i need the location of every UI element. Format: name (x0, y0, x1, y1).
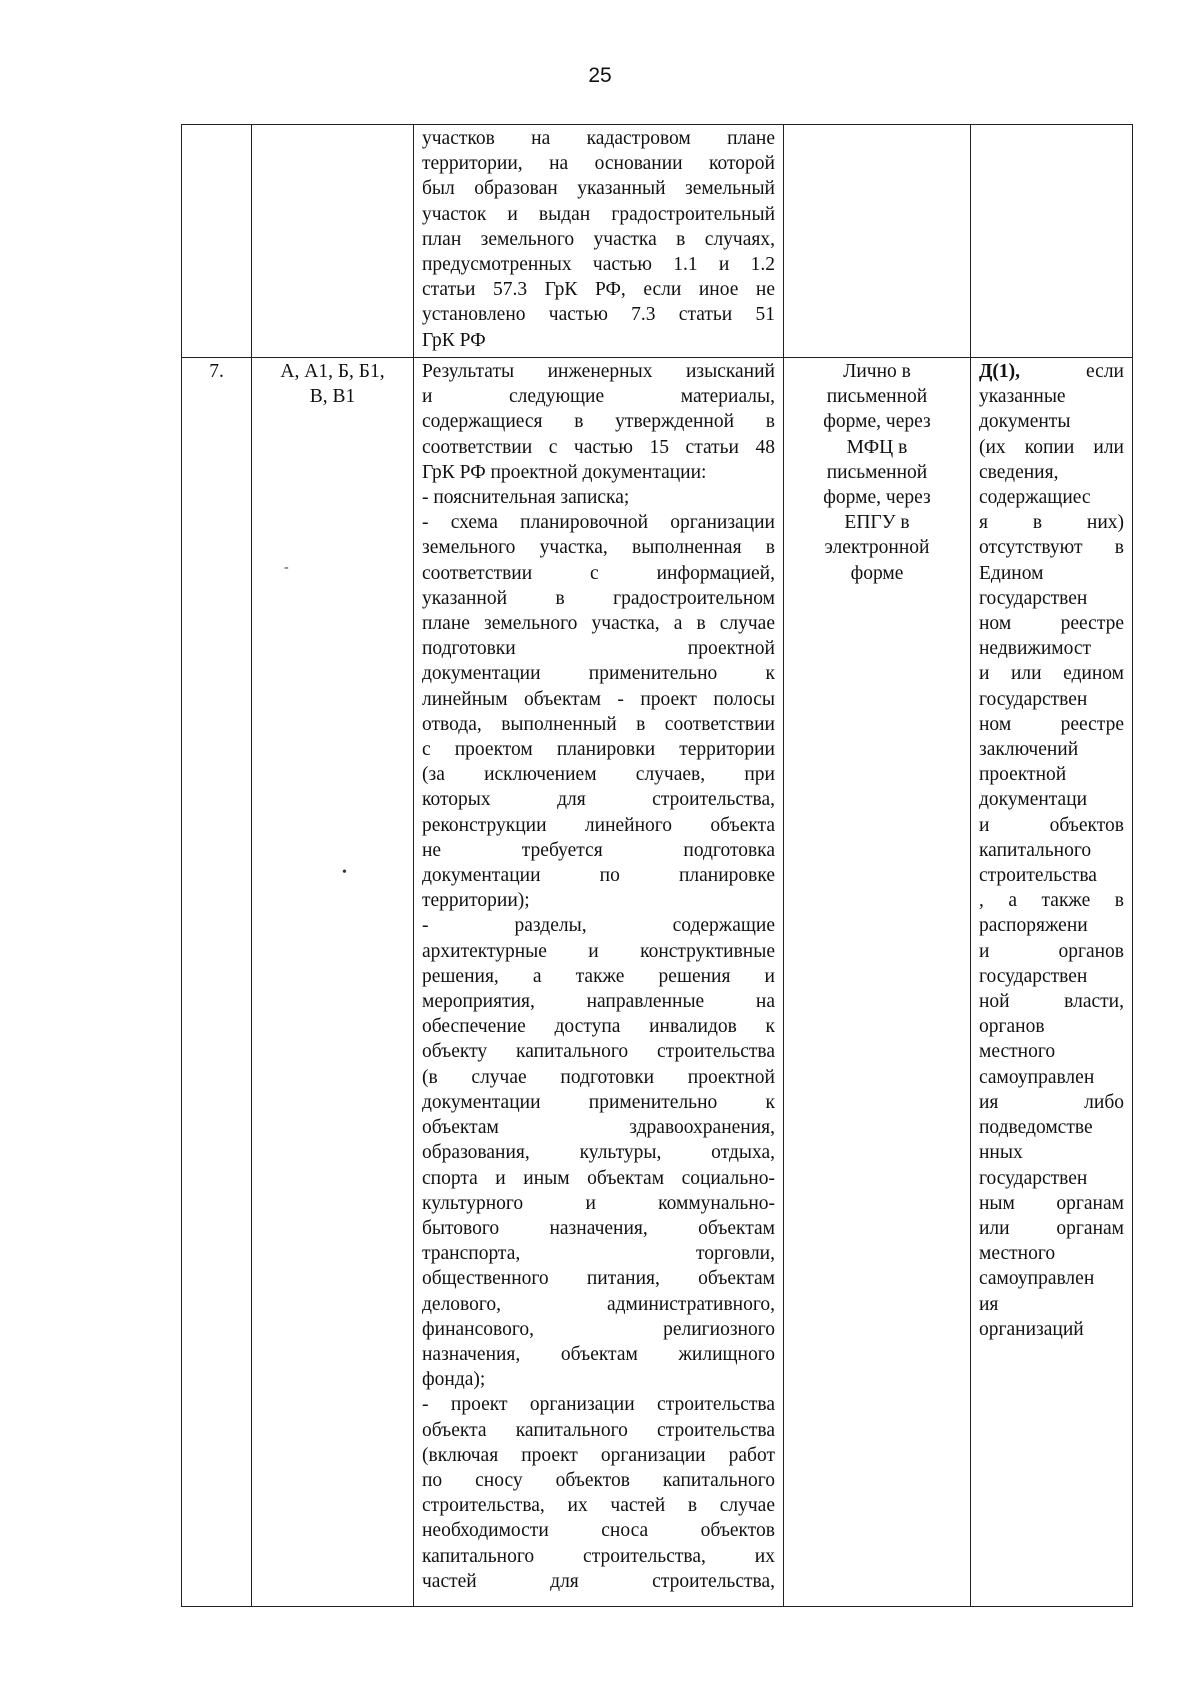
page-number: 25 (588, 64, 612, 87)
text-line: объектам здравоохранения, (422, 1117, 775, 1139)
text-line: участков на кадастровом плане (422, 128, 775, 149)
text-line: я в них) (979, 512, 1124, 534)
text-line: указанной в градостроительном (422, 587, 775, 609)
text-line: (включая проект организации работ (422, 1444, 775, 1466)
text-line: реконструкции линейного объекта (422, 814, 775, 836)
text-line: самоуправлен (979, 1066, 1095, 1088)
text-line: строительства, их частей в случае (422, 1495, 775, 1517)
text-line: документаци (979, 789, 1088, 811)
text-line: линейным объектам - проект полосы (422, 688, 775, 710)
text-line: форме, через (823, 411, 931, 433)
condition-text (979, 384, 1124, 1342)
text-line: объекта капитального строительства (422, 1419, 775, 1441)
text-line: подготовки проектной (422, 638, 775, 660)
scan-dot: - (284, 560, 289, 575)
condition-cell (971, 358, 1133, 1607)
requirements-table (181, 124, 1133, 1607)
condition-code: Д(1), (979, 361, 1021, 382)
text-line: - проект организации строительства (422, 1394, 775, 1416)
text-line: ия либо (979, 1091, 1124, 1113)
text-line: сведения, (979, 461, 1059, 483)
text-line: установлено частью 7.3 статьи 51 (422, 304, 775, 326)
text-line: капитального строительства, их (422, 1545, 775, 1567)
text-line: содержащиес (979, 487, 1091, 509)
text-line: территории); (422, 890, 530, 912)
text-line: решения, а также решения и (422, 965, 775, 987)
text-line: ЕПГУ в (844, 512, 910, 534)
text-line: МФЦ в (846, 436, 908, 458)
text-line: документации применительно к (422, 1091, 775, 1113)
text-line: земельного участка, выполненная в (422, 537, 775, 559)
condition-head-tail: если (1086, 361, 1124, 382)
text-line: ГрК РФ проектной документации: (422, 461, 707, 483)
text-line: государствен (979, 688, 1088, 710)
text-line: предусмотренных частью 1.1 и 1.2 (422, 254, 775, 276)
text-line: или органам (979, 1217, 1124, 1239)
text-line: электронной (824, 537, 930, 559)
text-line: организаций (979, 1318, 1084, 1340)
text-line: Лично в (843, 361, 911, 382)
text-line: ным органам (979, 1192, 1124, 1214)
table-row-continuation (182, 125, 1133, 358)
text-line: государствен (979, 965, 1088, 987)
text-line: документы (979, 411, 1071, 433)
text-line: необходимости сноса объектов (422, 1520, 775, 1542)
table-row-7 (182, 358, 1133, 1607)
text-line: архитектурные и конструктивные (422, 940, 775, 962)
text-line: культурного и коммунально- (422, 1192, 775, 1214)
text-line: (в случае подготовки проектной (422, 1066, 775, 1088)
document-cell (414, 125, 784, 358)
text-line: документации по планировке (422, 865, 775, 887)
text-line: делового, административного, (422, 1293, 775, 1315)
text-line: капитального (979, 839, 1092, 861)
text-line: статьи 57.3 ГрК РФ, если иное не (422, 279, 775, 301)
text-line: образования, культуры, отдыха, (422, 1142, 775, 1164)
text-line: назначения, объектам жилищного (422, 1343, 775, 1365)
text-line: и следующие материалы, (422, 386, 775, 408)
text-line: и объектов (979, 814, 1124, 836)
text-line: распоряжени (979, 915, 1088, 937)
text-line: и органов (979, 940, 1124, 962)
text-line: нных (979, 1142, 1023, 1164)
text-line: обеспечение доступа инвалидов к (422, 1016, 775, 1038)
text-line: (их копии или (979, 436, 1124, 458)
text-line: бытового назначения, объектам (422, 1217, 775, 1239)
text-line: местного (979, 1243, 1056, 1265)
text-line: плане земельного участка, а в случае (422, 613, 775, 635)
text-line: соответствии с информацией, (422, 562, 775, 584)
text-line: А, А1, Б, Б1, (280, 361, 385, 382)
text-line: с проектом планировки территории (422, 739, 775, 761)
text-line: самоуправлен (979, 1268, 1095, 1290)
text-line: - пояснительная записка; (422, 487, 630, 509)
text-line: - схема планировочной организации (422, 512, 775, 534)
row-number-cell (182, 125, 252, 358)
text-line: указанные (979, 386, 1066, 408)
text-line: участок и выдан градостроительный (422, 203, 775, 225)
condition-head-line (979, 359, 1124, 384)
text-line: форме (850, 562, 904, 584)
text-line: органов (979, 1016, 1045, 1038)
text-line: проектной (979, 764, 1067, 786)
text-line: письменной (826, 461, 928, 483)
text-line: соответствии с частью 15 статьи 48 (422, 436, 775, 458)
submission-cell (784, 358, 971, 1607)
text-line: частей для строительства, (422, 1570, 775, 1592)
text-line: Едином (979, 562, 1044, 584)
text-line: (за исключением случаев, при (422, 764, 775, 786)
text-line: которых для строительства, (422, 789, 775, 811)
text-line: подведомстве (979, 1117, 1093, 1139)
text-line: содержащиеся в утвержденной в (422, 411, 775, 433)
row-number-cell: 7. (182, 358, 252, 1607)
document-cell (414, 358, 784, 1607)
text-line: государствен (979, 587, 1088, 609)
text-line: план земельного участка в случаях, (422, 228, 775, 250)
text-line: - разделы, содержащие (422, 915, 775, 937)
text-line: отсутствуют в (979, 537, 1124, 559)
text-line: фонда); (422, 1369, 486, 1391)
categories-cell (252, 125, 414, 358)
submission-cell (784, 125, 971, 358)
text-line: ном реестре (979, 613, 1124, 635)
text-line: по сносу объектов капитального (422, 1469, 775, 1491)
text-line: В, В1 (309, 386, 356, 408)
text-line: ГрК РФ (422, 329, 486, 351)
text-line: государствен (979, 1167, 1088, 1189)
text-line: документации применительно к (422, 663, 775, 685)
categories-cell (252, 358, 414, 1607)
text-line: транспорта, торговли, (422, 1243, 775, 1265)
text-line: местного (979, 1041, 1056, 1063)
text-line: строительства (979, 865, 1097, 887)
text-line: ном реестре (979, 713, 1124, 735)
text-line: спорта и иным объектам социально- (422, 1167, 775, 1189)
text-line: письменной (826, 386, 928, 408)
text-line: ия (979, 1293, 999, 1315)
text-line: форме, через (823, 487, 931, 509)
text-line: недвижимост (979, 638, 1092, 660)
text-line: не требуется подготовка (422, 839, 775, 861)
text-line: и или едином (979, 663, 1124, 685)
scan-dot: • (342, 865, 347, 880)
text-line: заключений (979, 739, 1079, 761)
text-line: объекту капитального строительства (422, 1041, 775, 1063)
text-line: территории, на основании которой (422, 153, 775, 175)
text-line: общественного питания, объектам (422, 1268, 775, 1290)
text-line: финансового, религиозного (422, 1318, 775, 1340)
condition-cell (971, 125, 1133, 358)
text-line: был образован указанный земельный (422, 178, 775, 200)
text-line: отвода, выполненный в соответствии (422, 713, 775, 735)
text-line: , а также в (979, 890, 1124, 912)
text-line: ной власти, (979, 991, 1124, 1013)
text-line: Результаты инженерных изысканий (422, 361, 775, 382)
text-line: мероприятия, направленные на (422, 991, 775, 1013)
